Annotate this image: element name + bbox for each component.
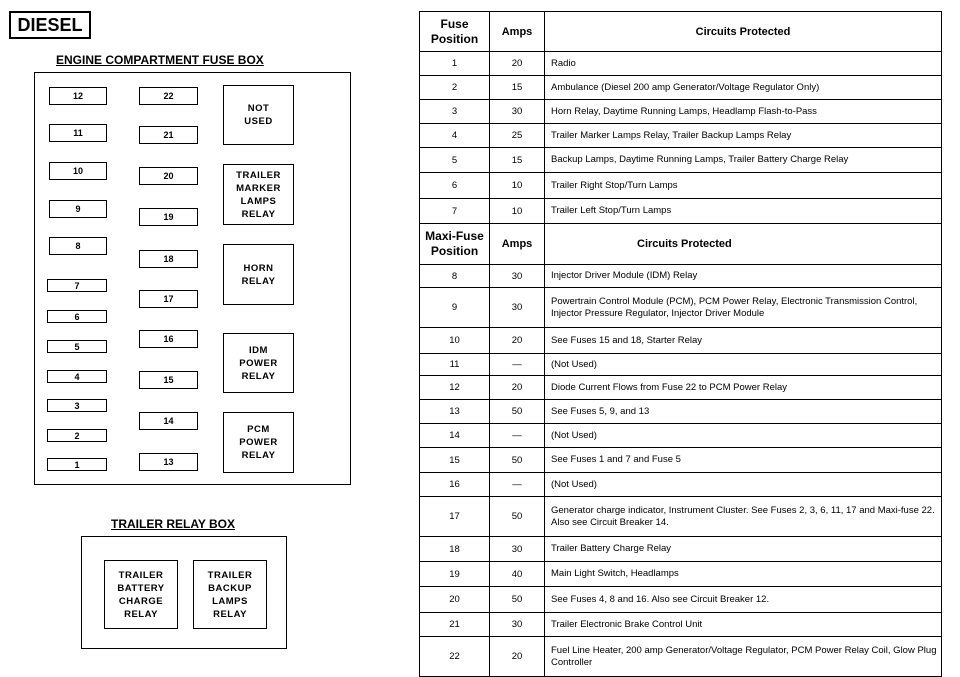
- cell-amps: 20: [490, 328, 545, 354]
- fuse-19: 19: [139, 208, 198, 226]
- cell-circuits: See Fuses 5, 9, and 13: [545, 400, 942, 424]
- fuse-6: 6: [47, 310, 107, 323]
- table-row: [420, 448, 942, 473]
- cell-position: 6: [420, 173, 490, 199]
- fuse-table: [419, 11, 942, 677]
- cell-amps: —: [490, 424, 545, 448]
- table-row: [420, 473, 942, 497]
- cell-circuits: See Fuses 15 and 18, Starter Relay: [545, 328, 942, 354]
- cell-circuits: Powertrain Control Module (PCM), PCM Power Relay, Electronic Transmission Control, Injector Pressure Regulator, Injector Driver Module: [545, 288, 942, 328]
- cell-position: 17: [420, 497, 490, 537]
- header-fuse-position: Fuse Position: [420, 12, 490, 52]
- cell-amps: 50: [490, 497, 545, 537]
- cell-circuits: Fuel Line Heater, 200 amp Generator/Voltage Regulator, PCM Power Relay Coil, Glow Plug Controller: [545, 637, 942, 677]
- cell-circuits: Ambulance (Diesel 200 amp Generator/Voltage Regulator Only): [545, 76, 942, 100]
- table-row: [420, 100, 942, 124]
- cell-position: 20: [420, 587, 490, 613]
- fuse-10: 10: [49, 162, 107, 180]
- diesel-label: DIESEL: [9, 11, 91, 39]
- cell-position: 8: [420, 265, 490, 288]
- fuse-22: 22: [139, 87, 198, 105]
- cell-circuits: Trailer Left Stop/Turn Lamps: [545, 199, 942, 224]
- cell-circuits: See Fuses 4, 8 and 16. Also see Circuit Breaker 12.: [545, 587, 942, 613]
- cell-position: 19: [420, 562, 490, 587]
- table-row: [420, 124, 942, 148]
- cell-amps: 20: [490, 637, 545, 677]
- cell-position: 7: [420, 199, 490, 224]
- cell-amps: 40: [490, 562, 545, 587]
- table-row: [420, 265, 942, 288]
- table-row: [420, 497, 942, 537]
- table-row: [420, 173, 942, 199]
- cell-position: 15: [420, 448, 490, 473]
- cell-position: 16: [420, 473, 490, 497]
- relay-idm-power: IDM POWER RELAY: [223, 333, 294, 393]
- fuse-1: 1: [47, 458, 107, 471]
- fuse-16: 16: [139, 330, 198, 348]
- table-header-maxi: [420, 224, 942, 265]
- relay-trailer-battery-charge: TRAILER BATTERY CHARGE RELAY: [104, 560, 178, 629]
- table-row: [420, 288, 942, 328]
- fuse-2: 2: [47, 429, 107, 442]
- cell-position: 11: [420, 354, 490, 376]
- cell-amps: 30: [490, 537, 545, 562]
- cell-amps: 30: [490, 100, 545, 124]
- engine-box-title: ENGINE COMPARTMENT FUSE BOX: [56, 53, 264, 67]
- fuse-14: 14: [139, 412, 198, 430]
- header-maxi-position: Maxi-Fuse Position: [420, 224, 490, 265]
- fuse-11: 11: [49, 124, 107, 142]
- cell-circuits: (Not Used): [545, 473, 942, 497]
- fuse-3: 3: [47, 399, 107, 412]
- fuse-13: 13: [139, 453, 198, 471]
- cell-amps: 50: [490, 587, 545, 613]
- table-row: [420, 400, 942, 424]
- table-row: [420, 613, 942, 637]
- cell-position: 5: [420, 148, 490, 173]
- table-header-fuse: [420, 12, 942, 52]
- cell-circuits: Main Light Switch, Headlamps: [545, 562, 942, 587]
- relay-pcm-power: PCM POWER RELAY: [223, 412, 294, 473]
- cell-amps: 15: [490, 148, 545, 173]
- cell-position: 14: [420, 424, 490, 448]
- cell-position: 2: [420, 76, 490, 100]
- cell-circuits: Trailer Electronic Brake Control Unit: [545, 613, 942, 637]
- cell-position: 9: [420, 288, 490, 328]
- fuse-9: 9: [49, 200, 107, 218]
- cell-position: 4: [420, 124, 490, 148]
- table-row: [420, 424, 942, 448]
- fuse-21: 21: [139, 126, 198, 144]
- table-row: [420, 148, 942, 173]
- cell-position: 13: [420, 400, 490, 424]
- cell-amps: 10: [490, 199, 545, 224]
- relay-not-used: NOT USED: [223, 85, 294, 145]
- table-row: [420, 199, 942, 224]
- cell-position: 22: [420, 637, 490, 677]
- cell-circuits: Diode Current Flows from Fuse 22 to PCM Power Relay: [545, 376, 942, 400]
- cell-circuits: See Fuses 1 and 7 and Fuse 5: [545, 448, 942, 473]
- cell-circuits: Radio: [545, 52, 942, 76]
- cell-amps: 30: [490, 265, 545, 288]
- fuse-18: 18: [139, 250, 198, 268]
- cell-circuits: (Not Used): [545, 354, 942, 376]
- cell-circuits: Backup Lamps, Daytime Running Lamps, Trailer Battery Charge Relay: [545, 148, 942, 173]
- cell-circuits: Trailer Right Stop/Turn Lamps: [545, 173, 942, 199]
- cell-circuits: Trailer Battery Charge Relay: [545, 537, 942, 562]
- fuse-20: 20: [139, 167, 198, 185]
- cell-amps: 50: [490, 400, 545, 424]
- relay-horn: HORN RELAY: [223, 244, 294, 305]
- header-amps: Amps: [490, 12, 545, 52]
- table-row: [420, 637, 942, 677]
- table-row: [420, 376, 942, 400]
- cell-amps: 30: [490, 613, 545, 637]
- fuse-5: 5: [47, 340, 107, 353]
- trailer-box-title: TRAILER RELAY BOX: [111, 517, 236, 531]
- fuse-15: 15: [139, 371, 198, 389]
- table-row: [420, 52, 942, 76]
- table-row: [420, 537, 942, 562]
- cell-position: 12: [420, 376, 490, 400]
- cell-amps: 25: [490, 124, 545, 148]
- cell-position: 18: [420, 537, 490, 562]
- table-row: [420, 328, 942, 354]
- fuse-8: 8: [49, 237, 107, 255]
- cell-amps: 10: [490, 173, 545, 199]
- fuse-4: 4: [47, 370, 107, 383]
- cell-circuits: Trailer Marker Lamps Relay, Trailer Backup Lamps Relay: [545, 124, 942, 148]
- table-row: [420, 76, 942, 100]
- fuse-17: 17: [139, 290, 198, 308]
- cell-amps: 15: [490, 76, 545, 100]
- cell-circuits: (Not Used): [545, 424, 942, 448]
- cell-position: 21: [420, 613, 490, 637]
- relay-trailer-backup-lamps: TRAILER BACKUP LAMPS RELAY: [193, 560, 267, 629]
- cell-circuits: Horn Relay, Daytime Running Lamps, Headlamp Flash-to-Pass: [545, 100, 942, 124]
- fuse-12: 12: [49, 87, 107, 105]
- relay-trailer-marker-lamps: TRAILER MARKER LAMPS RELAY: [223, 164, 294, 225]
- table-row: [420, 587, 942, 613]
- cell-amps: 20: [490, 52, 545, 76]
- cell-amps: —: [490, 473, 545, 497]
- header-circuits: Circuits Protected: [545, 12, 942, 52]
- table-row: [420, 354, 942, 376]
- cell-position: 3: [420, 100, 490, 124]
- header-maxi-amps: Amps: [490, 224, 545, 265]
- header-maxi-circuits: Circuits Protected: [545, 224, 942, 265]
- cell-amps: 30: [490, 288, 545, 328]
- cell-amps: 20: [490, 376, 545, 400]
- cell-amps: 50: [490, 448, 545, 473]
- cell-amps: —: [490, 354, 545, 376]
- fuse-7: 7: [47, 279, 107, 292]
- cell-position: 10: [420, 328, 490, 354]
- cell-circuits: Generator charge indicator, Instrument Cluster. See Fuses 2, 3, 6, 11, 17 and Maxi-fuse 22. Also see Circuit Breaker 14.: [545, 497, 942, 537]
- table-row: [420, 562, 942, 587]
- cell-position: 1: [420, 52, 490, 76]
- cell-circuits: Injector Driver Module (IDM) Relay: [545, 265, 942, 288]
